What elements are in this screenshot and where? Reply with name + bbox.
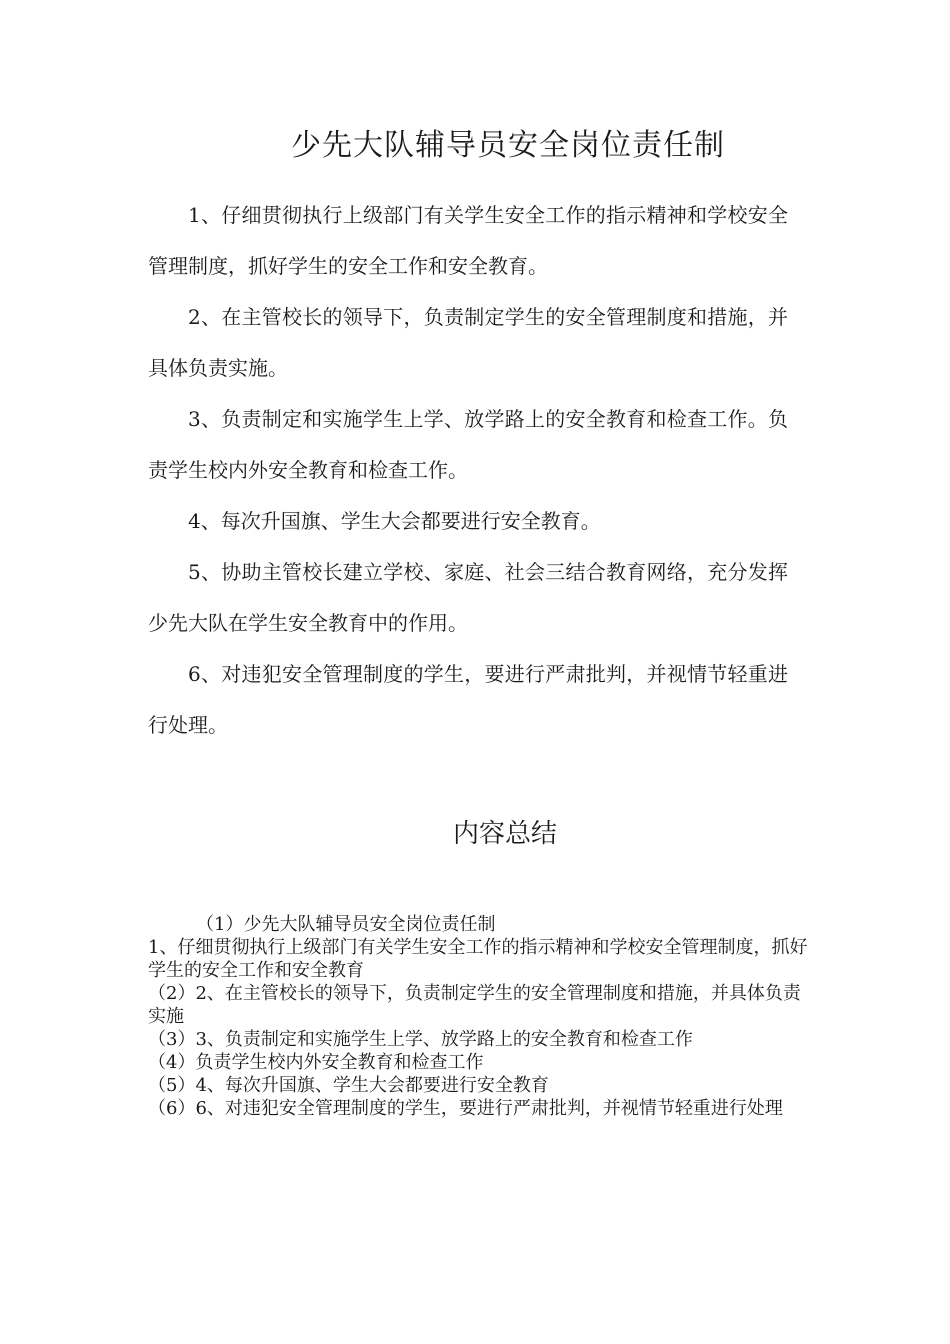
paragraph-3: 3、负责制定和实施学生上学、放学路上的安全教育和检查工作。负责学生校内外安全教育和检查工作。 xyxy=(148,407,788,482)
document-title: 少先大队辅导员安全岗位责任制 xyxy=(291,128,725,163)
summary-line-2: 1、仔细贯彻执行上级部门有关学生安全工作的指示精神和学校安全管理制度，抓好学生的安全工作和安全教育 xyxy=(148,937,808,981)
paragraph-4: 4、每次升国旗、学生大会都要进行安全教育。 xyxy=(188,509,601,533)
summary-line-4: （3）3、负责制定和实施学生上学、放学路上的安全教育和检查工作 xyxy=(148,1029,693,1050)
summary-line-6: （5）4、每次升国旗、学生大会都要进行安全教育 xyxy=(148,1075,549,1096)
summary-line-5: （4）负责学生校内外安全教育和检查工作 xyxy=(148,1052,484,1073)
paragraph-6: 6、对违犯安全管理制度的学生，要进行严肃批判，并视情节轻重进行处理。 xyxy=(148,662,788,737)
paragraph-2: 2、在主管校长的领导下，负责制定学生的安全管理制度和措施，并具体负责实施。 xyxy=(148,305,788,380)
document-body xyxy=(148,190,788,751)
paragraph-5: 5、协助主管校长建立学校、家庭、社会三结合教育网络，充分发挥少先大队在学生安全教育中的作用。 xyxy=(148,560,788,635)
summary-line-7: （6）6、对违犯安全管理制度的学生，要进行严肃批判，并视情节轻重进行处理 xyxy=(148,1098,783,1119)
summary-list xyxy=(148,913,808,1120)
summary-heading: 内容总结 xyxy=(452,819,557,849)
summary-line-3: （2）2、在主管校长的领导下，负责制定学生的安全管理制度和措施，并具体负责实施 xyxy=(148,983,801,1027)
paragraph-1: 1、仔细贯彻执行上级部门有关学生安全工作的指示精神和学校安全管理制度，抓好学生的安全工作和安全教育。 xyxy=(148,203,788,278)
summary-line-1: （1）少先大队辅导员安全岗位责任制 xyxy=(196,914,496,935)
